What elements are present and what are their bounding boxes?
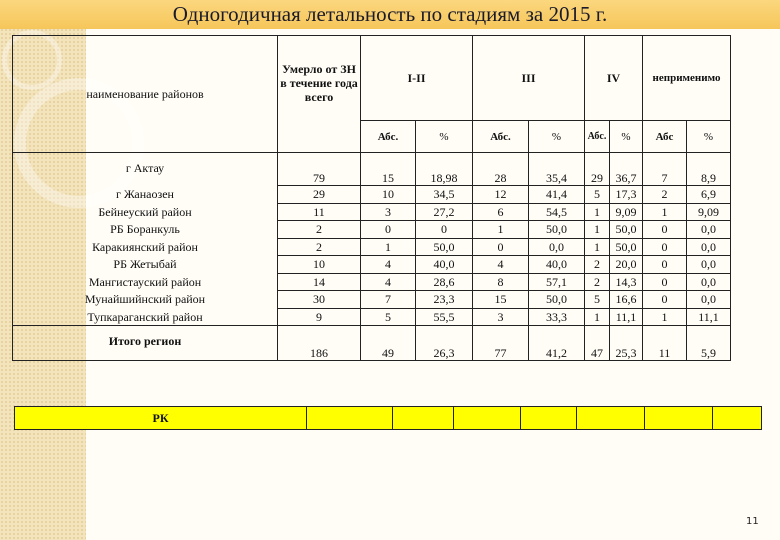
slide-title: Одногодичная летальность по стадиям за 2015 г. [172, 2, 608, 26]
cell-s12-pct: 0 [416, 221, 473, 239]
cell-total: 9 [278, 308, 361, 326]
rk-cell [577, 407, 645, 430]
cell-s12-pct: 27,2 [416, 203, 473, 221]
rk-cell [645, 407, 713, 430]
table-row [13, 256, 731, 274]
cell-s4-pct: 17,3 [610, 186, 643, 204]
cell-na-pct: 5,9 [687, 326, 731, 361]
row-name: г Жанаозен [13, 186, 278, 204]
cell-na-pct: 0,0 [687, 256, 731, 274]
cell-total: 2 [278, 221, 361, 239]
cell-s4-abs: 5 [585, 186, 610, 204]
header-total: Умерло от ЗН в течение года всего [278, 36, 361, 153]
cell-s12-pct: 28,6 [416, 273, 473, 291]
cell-s3-abs: 28 [473, 153, 529, 186]
cell-s3-abs: 0 [473, 238, 529, 256]
header-name: наименование районов [13, 36, 278, 153]
cell-na-pct: 0,0 [687, 291, 731, 309]
header-stage-3: III [473, 36, 585, 121]
row-name: г Актау [13, 153, 278, 186]
rk-row-table [14, 406, 762, 430]
cell-s3-pct: 50,0 [529, 291, 585, 309]
cell-total: 2 [278, 238, 361, 256]
header-stage-4: IV [585, 36, 643, 121]
cell-s4-pct: 25,3 [610, 326, 643, 361]
cell-s12-abs: 7 [361, 291, 416, 309]
cell-na-abs: 0 [643, 273, 687, 291]
cell-s12-abs: 49 [361, 326, 416, 361]
cell-s12-pct: 55,5 [416, 308, 473, 326]
cell-s3-pct: 40,0 [529, 256, 585, 274]
cell-s4-abs: 5 [585, 291, 610, 309]
cell-s4-abs: 1 [585, 203, 610, 221]
cell-s12-pct: 26,3 [416, 326, 473, 361]
table-row [13, 221, 731, 239]
cell-na-abs: 11 [643, 326, 687, 361]
table-row [13, 273, 731, 291]
row-name: РБ Жетыбай [13, 256, 278, 274]
cell-s3-pct: 33,3 [529, 308, 585, 326]
cell-na-abs: 0 [643, 256, 687, 274]
cell-total: 30 [278, 291, 361, 309]
row-name: Мунайшийнский район [13, 291, 278, 309]
cell-s4-abs: 1 [585, 308, 610, 326]
cell-s12-pct: 23,3 [416, 291, 473, 309]
cell-s3-pct: 41,2 [529, 326, 585, 361]
rk-cell [713, 407, 762, 430]
cell-s4-pct: 16,6 [610, 291, 643, 309]
cell-na-abs: 2 [643, 186, 687, 204]
cell-total: 11 [278, 203, 361, 221]
cell-s4-abs: 2 [585, 256, 610, 274]
cell-s4-pct: 14,3 [610, 273, 643, 291]
cell-na-pct: 0,0 [687, 273, 731, 291]
page-number: 11 [746, 516, 759, 527]
row-name: Бейнеуский район [13, 203, 278, 221]
cell-total: 186 [278, 326, 361, 361]
subheader-abs: Абс. [585, 121, 610, 153]
rk-cell [521, 407, 577, 430]
table-row [13, 153, 731, 186]
cell-s3-abs: 6 [473, 203, 529, 221]
cell-s3-abs: 1 [473, 221, 529, 239]
cell-s12-pct: 34,5 [416, 186, 473, 204]
subheader-abs: Абс. [473, 121, 529, 153]
cell-s12-abs: 4 [361, 256, 416, 274]
subheader-abs: Абс [643, 121, 687, 153]
cell-s12-abs: 3 [361, 203, 416, 221]
cell-s4-abs: 29 [585, 153, 610, 186]
cell-total: 29 [278, 186, 361, 204]
cell-s3-abs: 4 [473, 256, 529, 274]
subheader-pct: % [416, 121, 473, 153]
cell-s3-abs: 8 [473, 273, 529, 291]
cell-na-pct: 0,0 [687, 221, 731, 239]
rk-cell [307, 407, 393, 430]
subheader-abs: Абс. [361, 121, 416, 153]
rk-row [15, 407, 762, 430]
table-row [13, 186, 731, 204]
cell-s4-pct: 20,0 [610, 256, 643, 274]
cell-s12-abs: 10 [361, 186, 416, 204]
table-row [13, 291, 731, 309]
rk-cell [393, 407, 454, 430]
table-row [13, 238, 731, 256]
cell-s4-abs: 2 [585, 273, 610, 291]
row-name: Итого регион [13, 326, 278, 361]
cell-na-abs: 0 [643, 291, 687, 309]
cell-s12-abs: 5 [361, 308, 416, 326]
cell-s3-pct: 0,0 [529, 238, 585, 256]
cell-s3-abs: 12 [473, 186, 529, 204]
cell-s3-abs: 77 [473, 326, 529, 361]
cell-na-pct: 11,1 [687, 308, 731, 326]
cell-s3-abs: 3 [473, 308, 529, 326]
header-stage-1-2: I-II [361, 36, 473, 121]
cell-na-pct: 6,9 [687, 186, 731, 204]
cell-total: 14 [278, 273, 361, 291]
cell-s4-pct: 11,1 [610, 308, 643, 326]
row-name: Каракиянский район [13, 238, 278, 256]
cell-s4-pct: 50,0 [610, 238, 643, 256]
rk-cell [454, 407, 521, 430]
title-bar [0, 0, 780, 29]
cell-s12-pct: 40,0 [416, 256, 473, 274]
subheader-pct: % [529, 121, 585, 153]
cell-s12-pct: 50,0 [416, 238, 473, 256]
cell-na-abs: 1 [643, 308, 687, 326]
cell-na-abs: 0 [643, 221, 687, 239]
cell-s3-pct: 54,5 [529, 203, 585, 221]
cell-s12-pct: 18,98 [416, 153, 473, 186]
total-row [13, 326, 731, 361]
cell-total: 79 [278, 153, 361, 186]
cell-s12-abs: 0 [361, 221, 416, 239]
cell-na-pct: 9,09 [687, 203, 731, 221]
cell-s4-abs: 1 [585, 221, 610, 239]
mortality-table [12, 35, 731, 361]
cell-s4-abs: 1 [585, 238, 610, 256]
cell-s3-abs: 15 [473, 291, 529, 309]
cell-s3-pct: 41,4 [529, 186, 585, 204]
cell-na-pct: 0,0 [687, 238, 731, 256]
subheader-pct: % [610, 121, 643, 153]
rk-label: РК [15, 407, 307, 430]
cell-s3-pct: 50,0 [529, 221, 585, 239]
cell-s4-pct: 50,0 [610, 221, 643, 239]
table-row [13, 203, 731, 221]
subheader-pct: % [687, 121, 731, 153]
cell-s12-abs: 4 [361, 273, 416, 291]
row-name: РБ Боранкуль [13, 221, 278, 239]
cell-na-abs: 0 [643, 238, 687, 256]
table-row [13, 308, 731, 326]
row-name: Тупкараганский район [13, 308, 278, 326]
cell-s12-abs: 1 [361, 238, 416, 256]
cell-total: 10 [278, 256, 361, 274]
cell-s3-pct: 35,4 [529, 153, 585, 186]
cell-s3-pct: 57,1 [529, 273, 585, 291]
header-not-applicable: неприменимо [643, 36, 731, 121]
cell-na-abs: 1 [643, 203, 687, 221]
cell-s4-pct: 9,09 [610, 203, 643, 221]
cell-s4-pct: 36,7 [610, 153, 643, 186]
cell-na-abs: 7 [643, 153, 687, 186]
cell-na-pct: 8,9 [687, 153, 731, 186]
cell-s12-abs: 15 [361, 153, 416, 186]
row-name: Мангистауский район [13, 273, 278, 291]
cell-s4-abs: 47 [585, 326, 610, 361]
